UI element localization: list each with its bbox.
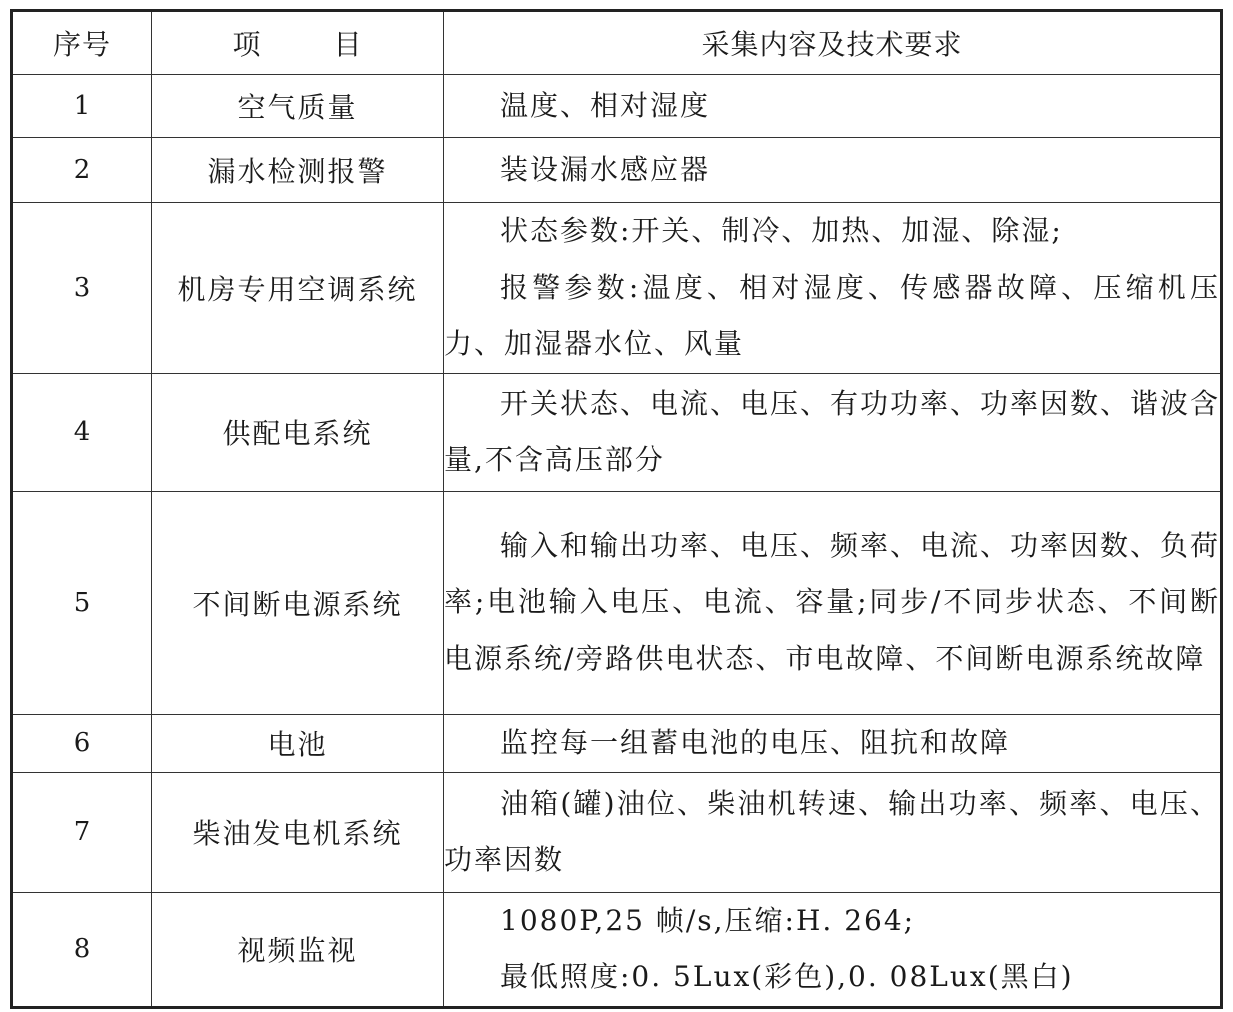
table-row (12, 491, 1222, 714)
header-item-part2: 目 (333, 28, 363, 61)
row-requirements (444, 75, 1222, 138)
table-row (12, 892, 1222, 1007)
row-number: 2 (12, 138, 152, 203)
row-requirements (444, 373, 1222, 491)
table-row (12, 373, 1222, 491)
row-number: 3 (12, 203, 152, 374)
requirement-line: 装设漏水感应器 (500, 152, 711, 186)
requirement-line: 监控每一组蓄电池的电压、阻抗和故障 (500, 725, 1011, 759)
row-requirements (444, 138, 1222, 203)
row-requirements (444, 491, 1222, 714)
row-number: 7 (12, 772, 152, 892)
row-number: 6 (12, 714, 152, 772)
row-number: 8 (12, 892, 152, 1007)
row-item: 机房专用空调系统 (152, 203, 444, 374)
requirement-line: 最低照度:0. 5Lux(彩色),0. 08Lux(黑白) (500, 960, 1074, 993)
row-number: 5 (12, 491, 152, 714)
table-row (12, 772, 1222, 892)
header-item-part1: 项 (232, 28, 262, 61)
row-item: 柴油发电机系统 (152, 772, 444, 892)
row-requirements (444, 203, 1222, 374)
header-no: 序号 (12, 11, 152, 75)
row-requirements (444, 714, 1222, 772)
table-row (12, 714, 1222, 772)
row-item: 视频监视 (152, 892, 444, 1007)
row-item: 漏水检测报警 (152, 138, 444, 203)
table-header-row (12, 11, 1222, 75)
row-item: 不间断电源系统 (152, 491, 444, 714)
row-item: 供配电系统 (152, 373, 444, 491)
requirements-table (10, 9, 1223, 1009)
row-item: 空气质量 (152, 75, 444, 138)
header-requirements: 采集内容及技术要求 (444, 11, 1222, 75)
requirement-line: 温度、相对湿度 (500, 88, 711, 122)
requirement-line: 报警参数:温度、相对湿度、传感器故障、压缩机压力、加湿器水位、风量 (444, 270, 1220, 360)
requirement-line: 开关状态、电流、电压、有功功率、功率因数、谐波含量,不含高压部分 (444, 386, 1221, 476)
row-item: 电池 (152, 714, 444, 772)
header-item (152, 11, 444, 75)
table-row (12, 203, 1222, 374)
row-number: 4 (12, 373, 152, 491)
row-requirements (444, 892, 1222, 1007)
table-row (12, 75, 1222, 138)
requirement-line: 1080P,25 帧/s,压缩:H. 264; (500, 903, 916, 937)
table-row (12, 138, 1222, 203)
row-requirements (444, 772, 1222, 892)
requirement-line: 状态参数:开关、制冷、加热、加湿、除湿; (500, 214, 1063, 247)
requirement-line: 油箱(罐)油位、柴油机转速、输出功率、频率、电压、功率因数 (444, 786, 1220, 876)
requirement-line: 输入和输出功率、电压、频率、电流、功率因数、负荷率;电池输入电压、电流、容量;同步/不同步状态、不间断电源系统/旁路供电状态、市电故障、不间断电源系统故障 (444, 528, 1221, 675)
row-number: 1 (12, 75, 152, 138)
